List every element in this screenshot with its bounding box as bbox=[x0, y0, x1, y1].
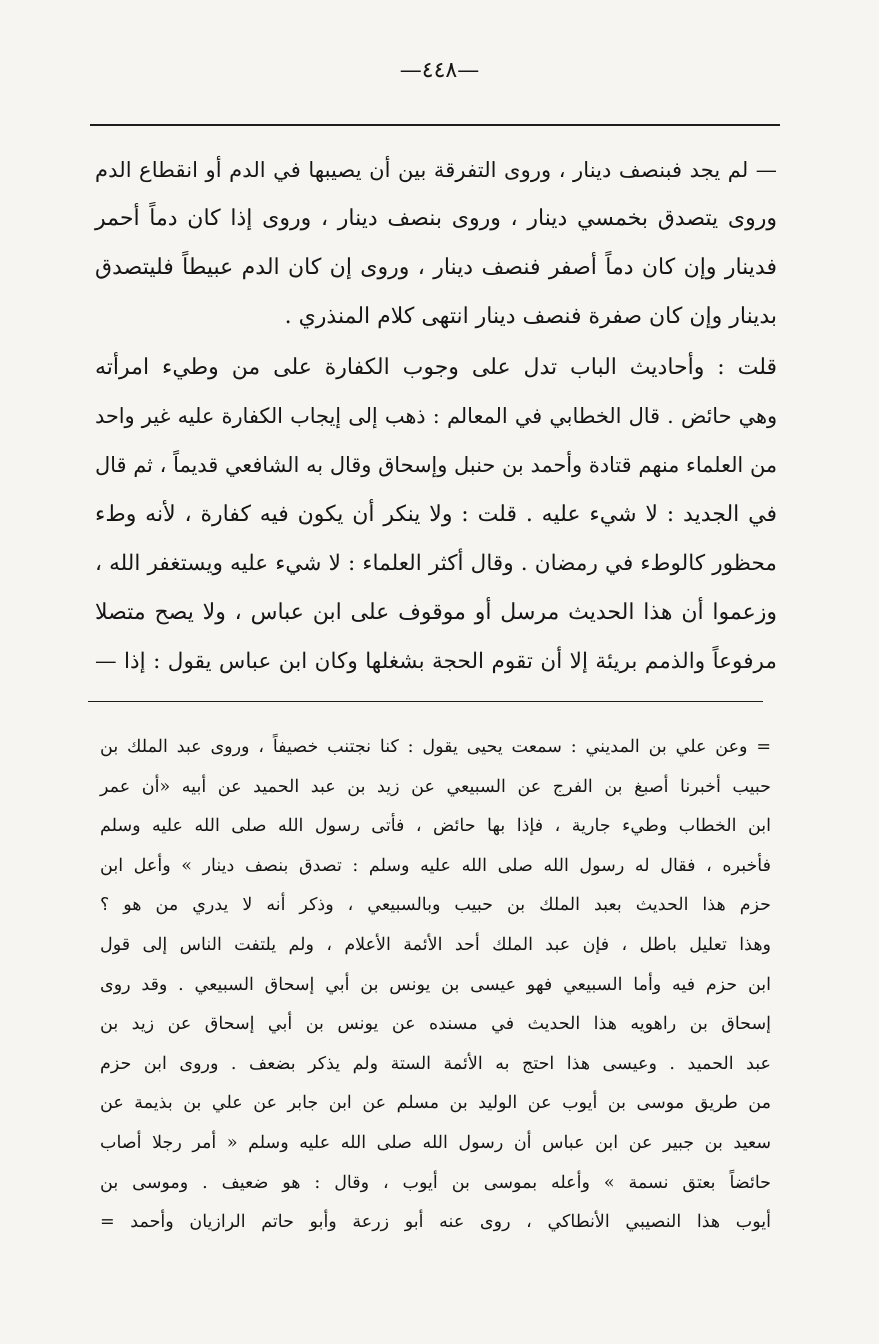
footnote-line: ابن الخطاب وطيء جارية ، فإذا بها حائض ، فأتى رسول الله صلى الله عليه وسلم bbox=[100, 816, 771, 837]
footnote-line: عبد الحميد . وعيسى هذا احتج به الأئمة الستة ولم يذكر بضعف . وروى ابن حزم bbox=[100, 1053, 771, 1074]
page-number: —٤٤٨— bbox=[399, 58, 480, 83]
footnote-text bbox=[100, 728, 771, 1243]
main-line: فدينار وإن كان دماً أصفر فنصف دينار ، وروى إن كان الدم عبيطاً فليتصدق bbox=[95, 255, 777, 280]
header-rule bbox=[90, 124, 780, 126]
main-text bbox=[95, 145, 777, 686]
main-line: وروى يتصدق بخمسي دينار ، وروى بنصف دينار ، وروى إذا كان دماً أحمر bbox=[95, 206, 777, 231]
footnote-line: ابن حزم فيه وأما السبيعي فهو عيسى بن يونس بن أبي إسحاق السبيعي . وقد روى bbox=[100, 974, 771, 995]
footnote-line: حبيب أخبرنا أصبغ بن الفرج عن السبيعي عن زيد بن عبد الحميد عن أبيه «أن عمر bbox=[100, 776, 771, 797]
main-line: محظور كالوطء في رمضان . وقال أكثر العلماء : لا شيء عليه ويستغفر الله ، bbox=[95, 551, 777, 576]
main-line: مرفوعاً والذمم بريئة إلا أن تقوم الحجة بشغلها وكان ابن عباس يقول : إذا — bbox=[95, 649, 777, 674]
footnote-line: حزم هذا الحديث بعبد الملك بن حبيب وبالسبيعي ، وذكر أنه لا يدري من هو ؟ bbox=[100, 895, 771, 916]
main-line: في الجديد : لا شيء عليه . قلت : ولا ينكر أن يكون فيه كفارة ، لأنه وطء bbox=[95, 502, 777, 527]
footnote-separator bbox=[88, 701, 763, 702]
footnote-line: أيوب هذا النصيبي الأنطاكي ، روى عنه أبو زرعة وأبو حاتم الرازيان وأحمد = bbox=[100, 1212, 771, 1233]
main-line: من العلماء منهم قتادة وأحمد بن حنبل وإسحاق وقال به الشافعي قديماً ، ثم قال bbox=[95, 453, 777, 477]
footnote-line: فأخبره ، فقال له رسول الله صلى الله عليه وسلم : تصدق بنصف دينار » وأعل ابن bbox=[100, 855, 771, 876]
main-line: وهي حائض . قال الخطابي في المعالم : ذهب إلى إيجاب الكفارة عليه غير واحد bbox=[95, 404, 777, 428]
main-line: بدينار وإن كان صفرة فنصف دينار انتهى كلام المنذري . bbox=[284, 304, 777, 329]
footnote-line: سعيد بن جبير عن ابن عباس أن رسول الله صلى الله عليه وسلم « أمر رجلا أصاب bbox=[100, 1132, 771, 1153]
footnote-line: إسحاق بن راهويه هذا الحديث في مسنده عن يونس بن أبي إسحاق عن زيد بن bbox=[100, 1014, 771, 1035]
main-line: — لم يجد فبنصف دينار ، وروى التفرقة بين أن يصيبها في الدم أو انقطاع الدم bbox=[95, 157, 777, 182]
main-line: وزعموا أن هذا الحديث مرسل أو موقوف على ابن عباس ، ولا يصح متصلا bbox=[95, 600, 777, 625]
main-line: قلت : وأحاديث الباب تدل على وجوب الكفارة على من وطيء امرأته bbox=[95, 355, 777, 380]
footnote-line: من طريق موسى بن أيوب عن الوليد بن مسلم عن ابن جابر عن علي بن بذيمة عن bbox=[100, 1093, 771, 1114]
footnote-line: = وعن علي بن المديني : سمعت يحيى يقول : كنا نجتنب خصيفاً ، وروى عبد الملك بن bbox=[100, 737, 771, 757]
footnote-line: حائضاً بعتق نسمة » وأعله بموسى بن أيوب ، وقال : هو ضعيف . وموسى بن bbox=[100, 1172, 771, 1193]
footnote-line: وهذا تعليل باطل ، فإن عبد الملك أحد الأئمة الأعلام ، ولم يلتفت الناس إلى قول bbox=[100, 934, 771, 955]
